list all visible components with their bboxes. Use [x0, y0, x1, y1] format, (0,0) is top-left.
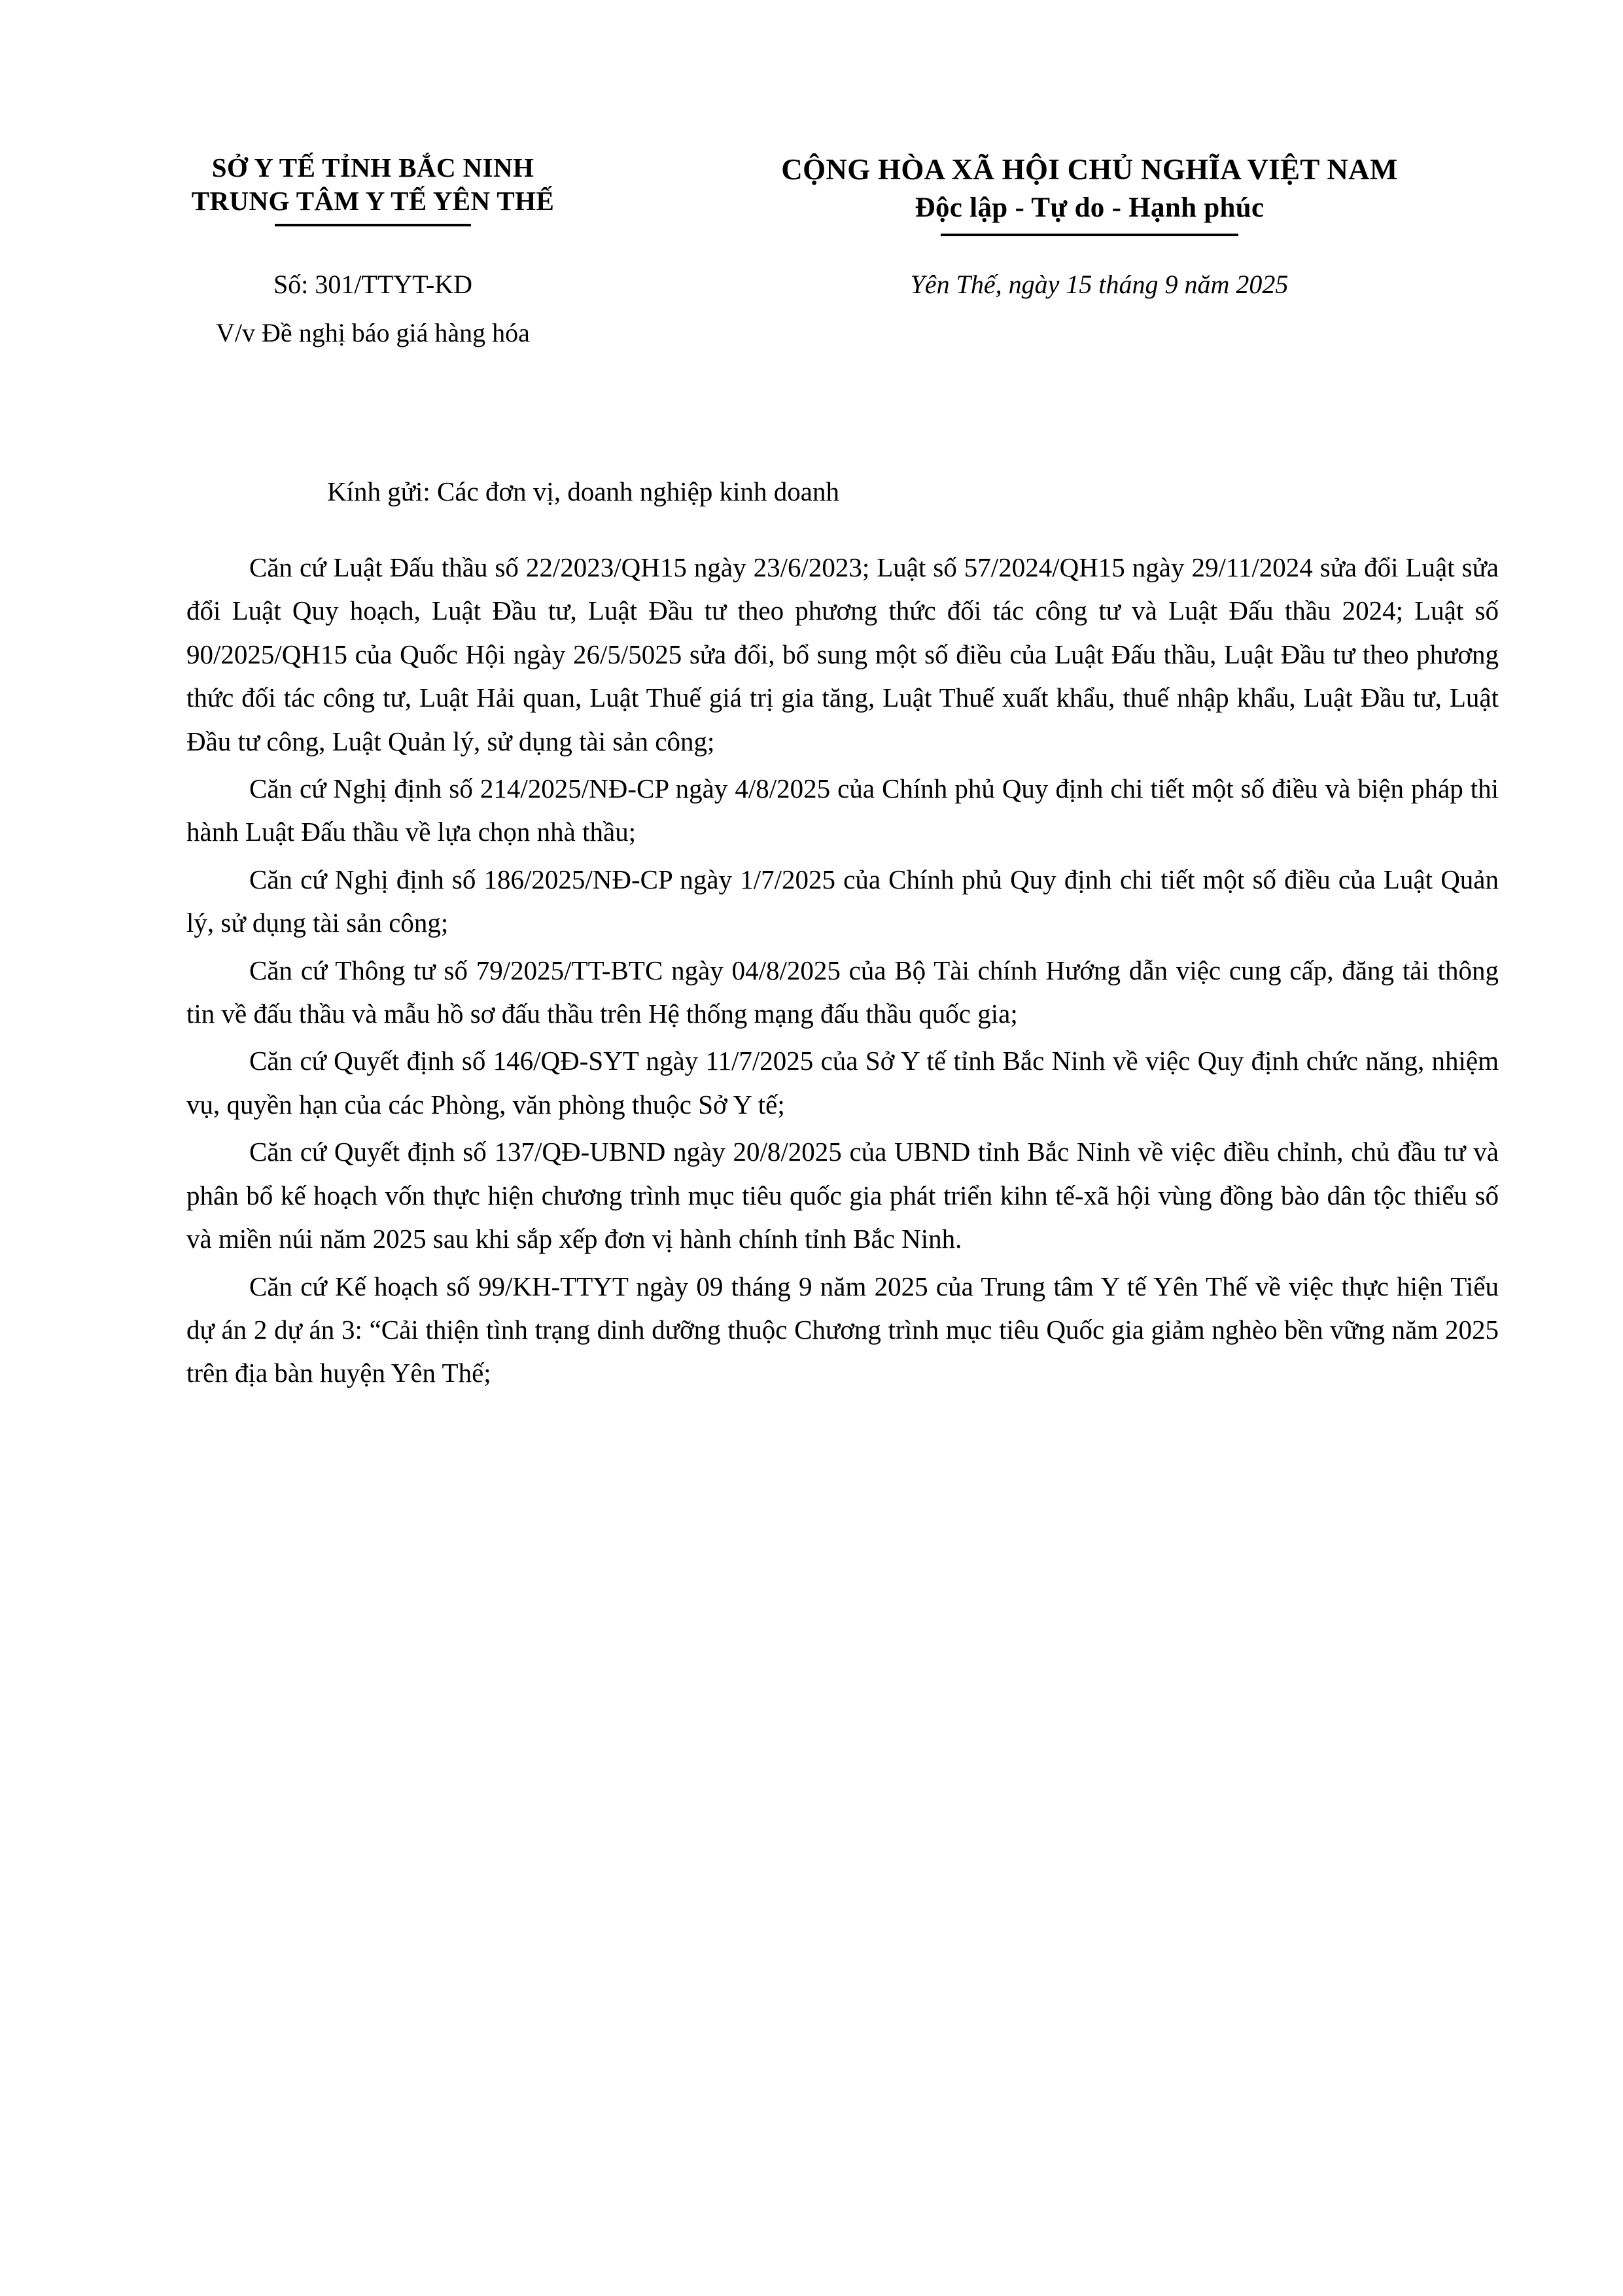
organization-underline — [275, 224, 471, 226]
motto-underline — [941, 234, 1238, 236]
national-heading-block — [667, 152, 1623, 236]
document-body — [0, 472, 1623, 1395]
legal-basis-paragraph: Căn cứ Quyết định số 146/QĐ-SYT ngày 11/7/2025 của Sở Y tế tỉnh Bắc Ninh về việc Quy định chức năng, nhiệm vụ, quyền hạn của các Phòng, văn phòng thuộc Sở Y tế; — [186, 1046, 1499, 1120]
document-meta-row — [0, 265, 1623, 354]
issuing-organization-block — [0, 152, 667, 226]
place-and-date: Yên Thế, ngày 15 tháng 9 năm 2025 — [910, 269, 1289, 299]
national-motto: Độc lập - Tự do - Hạnh phúc — [915, 192, 1265, 223]
organization-name: TRUNG TÂM Y TẾ YÊN THẾ — [191, 186, 555, 217]
document-number: Số: 301/TTYT-KD — [273, 269, 473, 299]
recipient-line: Kính gửi: Các đơn vị, doanh nghiệp kinh doanh — [327, 476, 839, 506]
legal-basis-paragraph: Căn cứ Nghị định số 214/2025/NĐ-CP ngày 4/8/2025 của Chính phủ Quy định chi tiết một số điều và biện pháp thi hành Luật Đấu thầu về lựa chọn nhà thầu; — [186, 773, 1499, 847]
legal-basis-paragraph: Căn cứ Nghị định số 186/2025/NĐ-CP ngày 1/7/2025 của Chính phủ Quy định chi tiết một số điều của Luật Quản lý, sử dụng tài sản công; — [186, 864, 1499, 938]
document-identification-block — [0, 265, 667, 354]
legal-basis-paragraph: Căn cứ Quyết định số 137/QĐ-UBND ngày 20/8/2025 của UBND tỉnh Bắc Ninh về việc điều chỉnh, chủ đầu tư và phân bổ kế hoạch vốn thực hiện chương trình mục tiêu quốc gia phát triển kihn tế-xã hội vùng đồng bào dân tộc thiểu số và miền núi năm 2025 sau khi sắp xếp đơn vị hành chính tỉnh Bắc Ninh. — [186, 1137, 1499, 1254]
document-header — [0, 0, 1623, 236]
legal-basis-paragraph: Căn cứ Kế hoạch số 99/KH-TTYT ngày 09 tháng 9 năm 2025 của Trung tâm Y tế Yên Thế về việc thực hiện Tiểu dự án 2 dự án 3: “Cải thiện tình trạng dinh dưỡng thuộc Chương trình mục tiêu Quốc gia giảm nghèo bền vững năm 2025 trên địa bàn huyện Yên Thế; — [186, 1271, 1499, 1388]
legal-basis-paragraph: Căn cứ Thông tư số 79/2025/TT-BTC ngày 04/8/2025 của Bộ Tài chính Hướng dẫn việc cung cấp, đăng tải thông tin về đấu thầu và mẫu hồ sơ đấu thầu trên Hệ thống mạng đấu thầu quốc gia; — [186, 955, 1499, 1029]
national-title: CỘNG HÒA XÃ HỘI CHỦ NGHĨA VIỆT NAM — [781, 153, 1398, 186]
legal-basis-paragraph: Căn cứ Luật Đấu thầu số 22/2023/QH15 ngày 23/6/2023; Luật số 57/2024/QH15 ngày 29/11/2024 sửa đổi Luật sửa đổi Luật Quy hoạch, Luật Đầu tư, Luật Đầu tư theo phương thức đối tác công tư và Luật Đấu thầu 2024; Luật số 90/2025/QH15 của Quốc Hội ngày 26/5/5025 sửa đổi, bổ sung một số điều của Luật Đấu thầu, Luật Đầu tư theo phương thức đối tác công tư, Luật Hải quan, Luật Thuế giá trị gia tăng, Luật Thuế xuất khẩu, thuế nhập khẩu, Luật Đầu tư, Luật Đầu tư công, Luật Quản lý, sử dụng tài sản công; — [186, 552, 1499, 756]
parent-organization-name: SỞ Y TẾ TỈNH BẮC NINH — [211, 152, 534, 183]
place-and-date-block — [667, 265, 1623, 354]
document-subject: V/v Đề nghị báo giá hàng hóa — [216, 317, 530, 347]
